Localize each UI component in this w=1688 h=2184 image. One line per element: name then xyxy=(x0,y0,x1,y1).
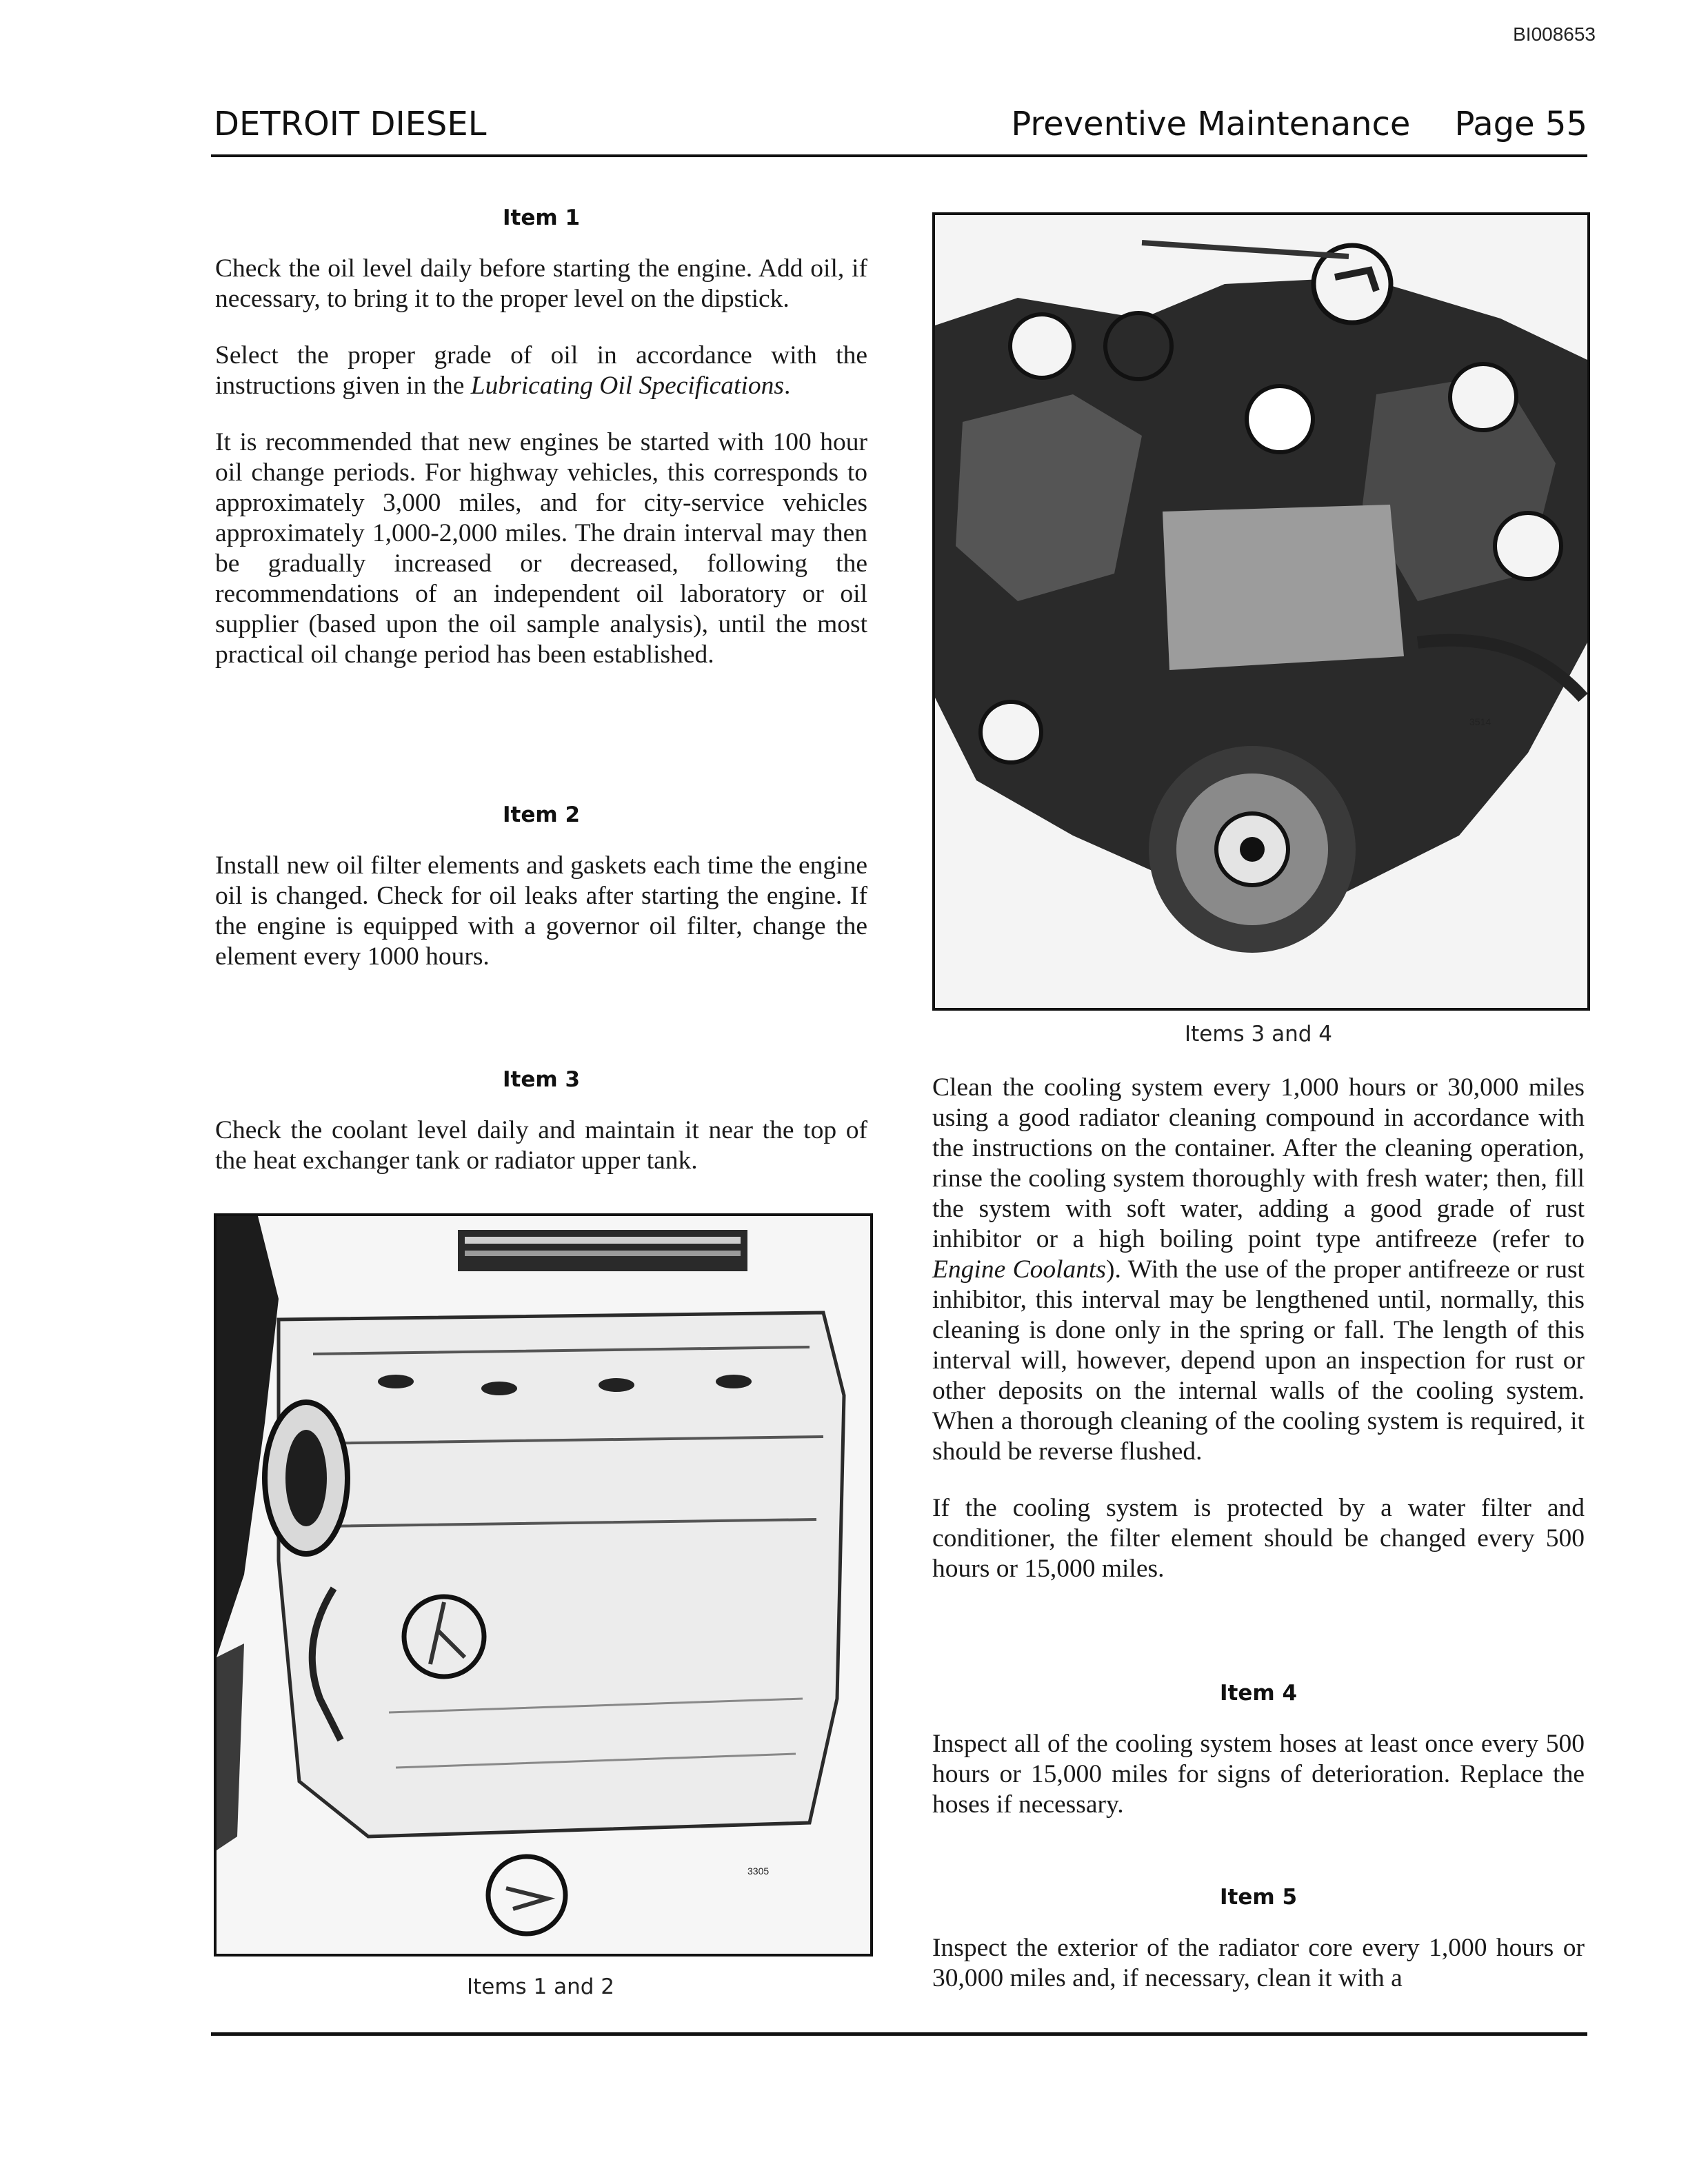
item-3-section xyxy=(215,1067,867,1176)
item-3-para-1: Check the coolant level daily and maintain it near the top of the heat exchanger tank or radiator upper tank. xyxy=(215,1116,867,1175)
item-4-heading: Item 4 xyxy=(1219,1681,1298,1706)
engine-coolants-ref: Engine Coolants xyxy=(932,1255,1107,1284)
item-5-para-1: Inspect the exterior of the radiator core every 1,000 hours or 30,000 miles and, if necessary, clean it with a xyxy=(932,1934,1585,1992)
caption-items-3-4: Items 3 and 4 xyxy=(1184,1022,1333,1046)
caption-items-1-2: Items 1 and 2 xyxy=(466,1974,615,1999)
item-3-heading: Item 3 xyxy=(502,1067,581,1092)
brand-title: DETROIT DIESEL xyxy=(214,105,487,143)
engine-figure-items-1-2 xyxy=(214,1213,873,1957)
page-number: Page 55 xyxy=(1454,105,1587,143)
item-1-para-2-text: Select the proper grade of oil in accordance with the instructions given in the xyxy=(215,341,867,400)
header-rule xyxy=(211,154,1587,157)
item-1-para-2 xyxy=(215,341,867,401)
engine-front-illustration xyxy=(935,215,1587,1008)
running-header xyxy=(1011,105,1587,143)
item-1-para-3: It is recommended that new engines be started with 100 hour oil change periods. For highway vehicles, this corresponds to approximately 3,000 miles, and for city-service vehicles approximately 1,000-2,000 miles. The drain interval may then be gradually increased or decreased, following the recommendations of an independent oil laboratory or oil supplier (based upon the oil sample analysis), until the most practical oil change period has been established. xyxy=(215,428,867,669)
engine-side-illustration xyxy=(217,1216,870,1954)
item-5-section xyxy=(932,1885,1585,1994)
figure-number-3514: 3514 xyxy=(1469,716,1491,727)
item-1-section xyxy=(215,205,867,670)
lubricating-oil-specs-ref: Lubricating Oil Specifications xyxy=(470,372,784,400)
item-1-para-1: Check the oil level daily before starting the engine. Add oil, if necessary, to bring it to the proper level on the dipstick. xyxy=(215,254,867,313)
cooling-clean-text-end: ). With the use of the proper antifreeze or rust inhibitor, this interval may be lengthened until, normally, this cleaning is done only in the spring or fall. The length of this interval will, however, depend upon an inspection for rust or other deposits on the internal walls of the cooling system. When a thorough cleaning of the cooling system is required, it should be reverse flushed. xyxy=(932,1255,1585,1466)
item-4-section xyxy=(932,1681,1585,1820)
cooling-clean-para xyxy=(932,1073,1585,1467)
section-title: Preventive Maintenance xyxy=(1011,105,1411,143)
item-2-para-1: Install new oil filter elements and gaskets each time the engine oil is changed. Check for oil leaks after starting the engine. If the engine is equipped with a governor oil filter, change the element every 1000 hours. xyxy=(215,851,867,971)
item-2-section xyxy=(215,802,867,972)
cooling-clean-text: Clean the cooling system every 1,000 hours or 30,000 miles using a good radiator cleaning compound in accordance with the instructions on the container. After the cleaning operation, rinse the cooling system thoroughly with fresh water; then, fill the system with soft water, adding a good grade of rust inhibitor or a high boiling point type antifreeze (refer to xyxy=(932,1073,1585,1253)
item-1-para-2-end: . xyxy=(783,372,791,400)
water-filter-para: If the cooling system is protected by a water filter and conditioner, the filter element should be changed every 500 hours or 15,000 miles. xyxy=(932,1494,1585,1583)
cooling-system-section xyxy=(932,1073,1585,1584)
item-1-heading: Item 1 xyxy=(502,205,581,230)
item-5-heading: Item 5 xyxy=(1219,1885,1298,1910)
document-id: BI008653 xyxy=(1513,23,1596,45)
figure-number-3305: 3305 xyxy=(747,1866,770,1877)
engine-figure-items-3-4 xyxy=(932,212,1590,1011)
footer-rule xyxy=(211,2032,1587,2036)
item-2-heading: Item 2 xyxy=(502,802,581,827)
item-4-para-1: Inspect all of the cooling system hoses at least once every 500 hours or 15,000 miles for signs of deterioration. Replace the hoses if necessary. xyxy=(932,1730,1585,1819)
